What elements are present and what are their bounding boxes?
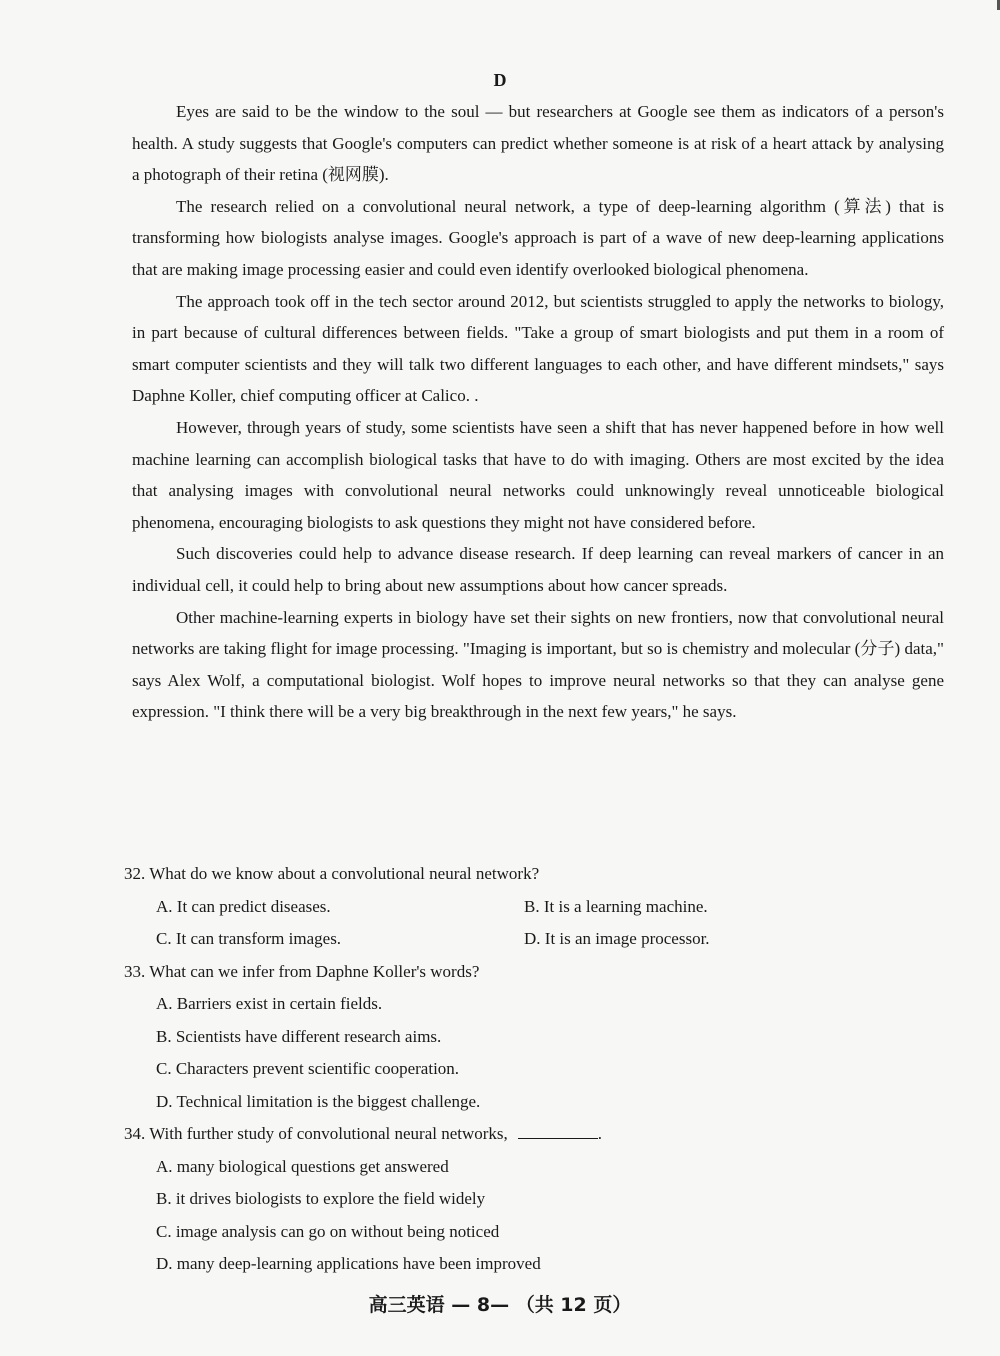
question-32-stem: 32. What do we know about a convolutional neural network?: [124, 864, 540, 883]
question-32-option-c[interactable]: C. It can transform images.: [156, 929, 342, 948]
question-34-stem: 34. With further study of convolutional neural networks,: [124, 1124, 508, 1143]
passage-paragraph-4: However, through years of study, some scientists have seen a shift that has never happened before in how well machine learning can accomplish biological tasks that have to do with imaging. Others are most excited by the idea that analysing images with convolutional neural networks could unknowingly reveal unnoticeable biological phenomena, encouraging biologists to ask questions they might not have considered before.: [132, 417, 944, 532]
question-32-options: [124, 891, 944, 956]
question-34: [124, 1118, 944, 1281]
question-34-option-d[interactable]: D. many deep-learning applications have been improved: [156, 1254, 541, 1273]
passage-paragraph-3: The approach took off in the tech sector around 2012, but scientists struggled to apply the networks to biology, in part because of cultural differences between fields. "Take a group of smart biologists and put them in a room of smart computer scientists and they will talk two different languages to each other, and have different mindsets," says Daphne Koller, chief computing officer at Calico. .: [132, 291, 944, 406]
passage-paragraph-1: Eyes are said to be the window to the soul — but researchers at Google see them as indicators of a person's health. A study suggests that Google's computers can predict whether someone is at risk of a heart attack by analysing a photograph of their retina (视网膜).: [132, 102, 944, 185]
question-32-option-a[interactable]: A. It can predict diseases.: [156, 896, 331, 916]
section-label: D: [493, 70, 507, 90]
question-33: [124, 956, 944, 1119]
question-34-option-c[interactable]: C. image analysis can go on without being noticed: [156, 1221, 500, 1241]
question-34-option-b[interactable]: B. it drives biologists to explore the field widely: [156, 1189, 486, 1208]
question-32: [124, 858, 944, 956]
passage-paragraph-6: Other machine-learning experts in biology have set their sights on new frontiers, now that convolutional neural networks are taking flight for image processing. "Imaging is important, but so is chemistry and molecular (分子) data," says Alex Wolf, a computational biologist. Wolf hopes to improve neural networks so that they can analyse gene expression. "I think there will be a very big breakthrough in the next few years," he says.: [132, 607, 944, 722]
question-32-option-d[interactable]: D. It is an image processor.: [524, 929, 710, 948]
question-34-stem-row: [124, 1118, 944, 1151]
page-footer: 高三英语 — 8— （共 12 页）: [368, 1294, 632, 1316]
question-33-option-c[interactable]: C. Characters prevent scientific cooperation.: [156, 1059, 460, 1078]
question-34-option-a[interactable]: A. many biological questions get answered: [156, 1156, 449, 1176]
passage-paragraph-2: The research relied on a convolutional neural network, a type of deep-learning algorithm (算法) that is transforming how biologists analyse images. Google's approach is part of a wave of new deep-learning applications that are making image processing easier and could even identify overlooked biological phenomena.: [132, 196, 944, 279]
question-32-option-b[interactable]: B. It is a learning machine.: [524, 896, 708, 916]
question-33-option-d[interactable]: D. Technical limitation is the biggest challenge.: [156, 1091, 481, 1111]
question-33-option-a[interactable]: A. Barriers exist in certain fields.: [156, 994, 383, 1013]
question-list: [124, 858, 944, 1281]
passage-paragraph-5: Such discoveries could help to advance disease research. If deep learning can reveal markers of cancer in an individual cell, it could help to bring about new assumptions about how cancer spreads.: [132, 544, 944, 595]
reading-passage: [132, 96, 944, 728]
question-34-stem-end: .: [597, 1124, 603, 1143]
question-33-option-b[interactable]: B. Scientists have different research aims.: [156, 1026, 442, 1046]
answer-blank[interactable]: [518, 1122, 598, 1139]
question-33-stem: 33. What can we infer from Daphne Koller's words?: [124, 961, 480, 981]
